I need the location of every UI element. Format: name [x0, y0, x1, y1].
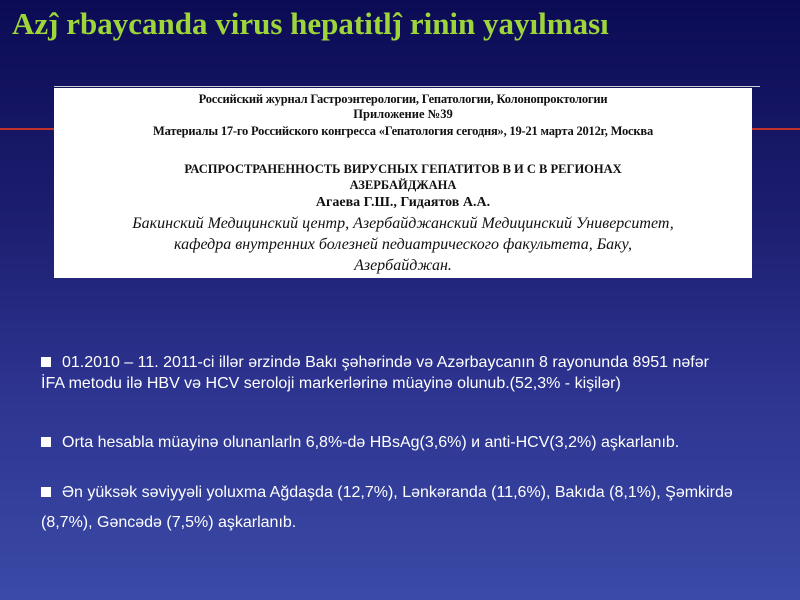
affiliation-line-1: Бакинский Медицинский центр, Азербайджанский Медицинский Университет,: [132, 215, 674, 232]
square-bullet-icon: [41, 437, 51, 447]
square-bullet-icon: [41, 487, 51, 497]
journal-supplement: Приложение №39: [353, 107, 453, 121]
slide-title: Azĵ rbaycanda virus hepatitlĵ rinin yayılması: [12, 6, 609, 41]
article-authors: Агаева Г.Ш., Гидаятов А.А.: [315, 195, 491, 210]
bullet-text: 01.2010 – 11. 2011-ci illər ərzində Bakı şəhərində və Azərbaycanın 8 rayonunda 8951 nəfər İFA metodu ilə HBV və HCV seroloji markerlərinə müayinə olunub.(52,3% - kişilər): [41, 354, 709, 392]
article-title-line-2: АЗЕРБАЙДЖАНА: [349, 178, 457, 192]
bullet-text: Orta hesabla müayinə olunanlarln 6,8%-də HBsAg(3,6%) и anti-HCV(3,2%) aşkarlanıb.: [62, 434, 680, 451]
bullet-item: [41, 434, 761, 452]
affiliation-line-2: кафедра внутренних болезней педиатрического факультета, Баку,: [174, 236, 632, 253]
bullet-item: [41, 352, 721, 394]
journal-name: Российский журнал Гастроэнтерологии, Гепатологии, Колонопроктологии: [198, 92, 608, 106]
white-divider-line: [54, 86, 760, 87]
square-bullet-icon: [41, 357, 51, 367]
article-title-line-1: РАСПРОСТРАНЕННОСТЬ ВИРУСНЫХ ГЕПАТИТОВ В И С В РЕГИОНАХ: [184, 162, 622, 176]
bullet-item: [41, 478, 761, 538]
article-header-image: [54, 88, 752, 278]
bullet-text: Ən yüksək səviyyəli yoluxma Ağdaşda (12,7%), Lənkəranda (11,6%), Bakıda (8,1%), Şəmkirdə (8,7%), Gəncədə (7,5%) aşkarlanıb.: [41, 484, 733, 531]
affiliation-line-3: Азербайджан.: [354, 257, 452, 274]
congress-info: Материалы 17-го Российского конгресса «Гепатология сегодня», 19-21 марта 2012г, Москва: [153, 124, 653, 138]
